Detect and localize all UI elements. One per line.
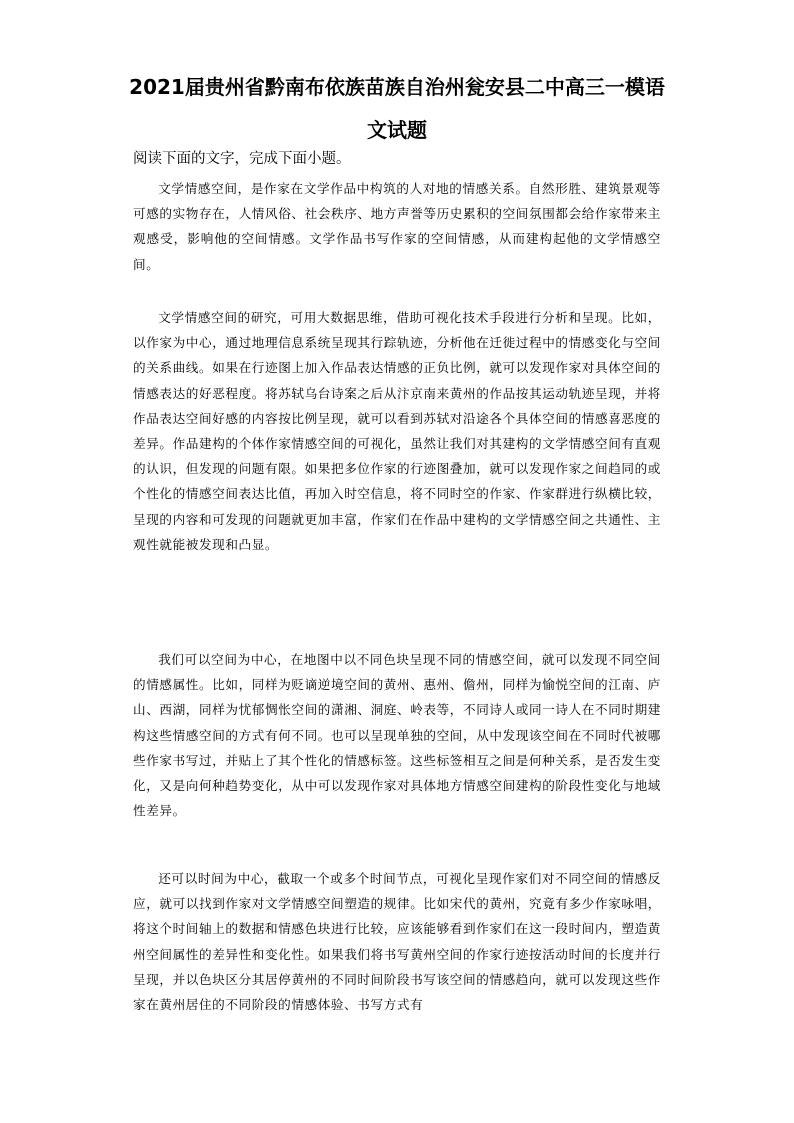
passage-paragraph-1: 文学情感空间，是作家在文学作品中构筑的人对地的情感关系。自然形胜、建筑景观等可感的实物存在，人情风俗、社会秩序、地方声誉等历史累积的空间氛围都会给作家带来主观感受，影响他的空间情感。文学作品书写作家的空间情感，从而建构起他的文学情感空间。 (133, 181, 661, 272)
passage-paragraph-2: 文学情感空间的研究，可用大数据思维，借助可视化技术手段进行分析和呈现。比如，以作家为中心，通过地理信息系统呈现其行踪轨迹，分析他在迁徙过程中的情感变化与空间的关系曲线。如果在行迹图上加入作品表达情感的正负比例，就可以发现作家对具体空间的情感表达的好恶程度。将苏轼乌台诗案之后从汴京南来黄州的作品按其运动轨迹呈现，并将作品表达空间好感的内容按比例呈现，就可以看到苏轼对沿途各个具体空间的情感喜恶度的差异。作品建构的个体作家情感空间的可视化，虽然让我们对其建构的文学情感空间有直观的认识，但发现的问题有限。如果把多位作家的行迹图叠加，就可以发现作家之间趋同的或个性化的情感空间表达比值，再加入时空信息，将不同时空的作家、作家群进行纵横比较，呈现的内容和可发现的问题就更加丰富，作家们在作品中建构的文学情感空间之共通性、主观性就能被发现和凸显。 (133, 310, 661, 552)
passage-paragraph-4: 还可以时间为中心，截取一个或多个时间节点，可视化呈现作家们对不同空间的情感反应，就可以找到作家对文学情感空间塑造的规律。比如宋代的黄州，究竟有多少作家咏唱，将这个时间轴上的数据和情感色块进行比较，应该能够看到作家们在这一段时间内，塑造黄州空间属性的差异性和变化性。如果我们将书写黄州空间的作家行迹按活动时间的长度并行呈现，并以色块区分其居停黄州的不同时间阶段书写该空间的情感趋向，就可以发现这些作家在黄州居住的不同阶段的情感体验、书写方式有 (133, 871, 661, 1013)
document-title: 2021届贵州省黔南布依族苗族自治州瓮安县二中高三一模语文试题 (129, 75, 665, 142)
passage-paragraph-3: 我们可以空间为中心，在地图中以不同色块呈现不同的情感空间，就可以发现不同空间的情感属性。比如，同样为贬谪逆境空间的黄州、惠州、儋州，同样为愉悦空间的江南、庐山、西湖，同样为忧郁惆怅空间的潇湘、洞庭、岭表等，不同诗人或同一诗人在不同时期建构这些情感空间的方式有何不同。也可以呈现单独的空间，从中发现该空间在不同时代被哪些作家书写过，并贴上了其个性化的情感标签。这些标签相互之间是何种关系，是否发生变化，又是向何种趋势变化，从中可以发现作家对具体地方情感空间建构的阶段性变化与地域性差异。 (133, 652, 661, 819)
reading-instruction: 阅读下面的文字，完成下面小题。 (133, 151, 351, 167)
